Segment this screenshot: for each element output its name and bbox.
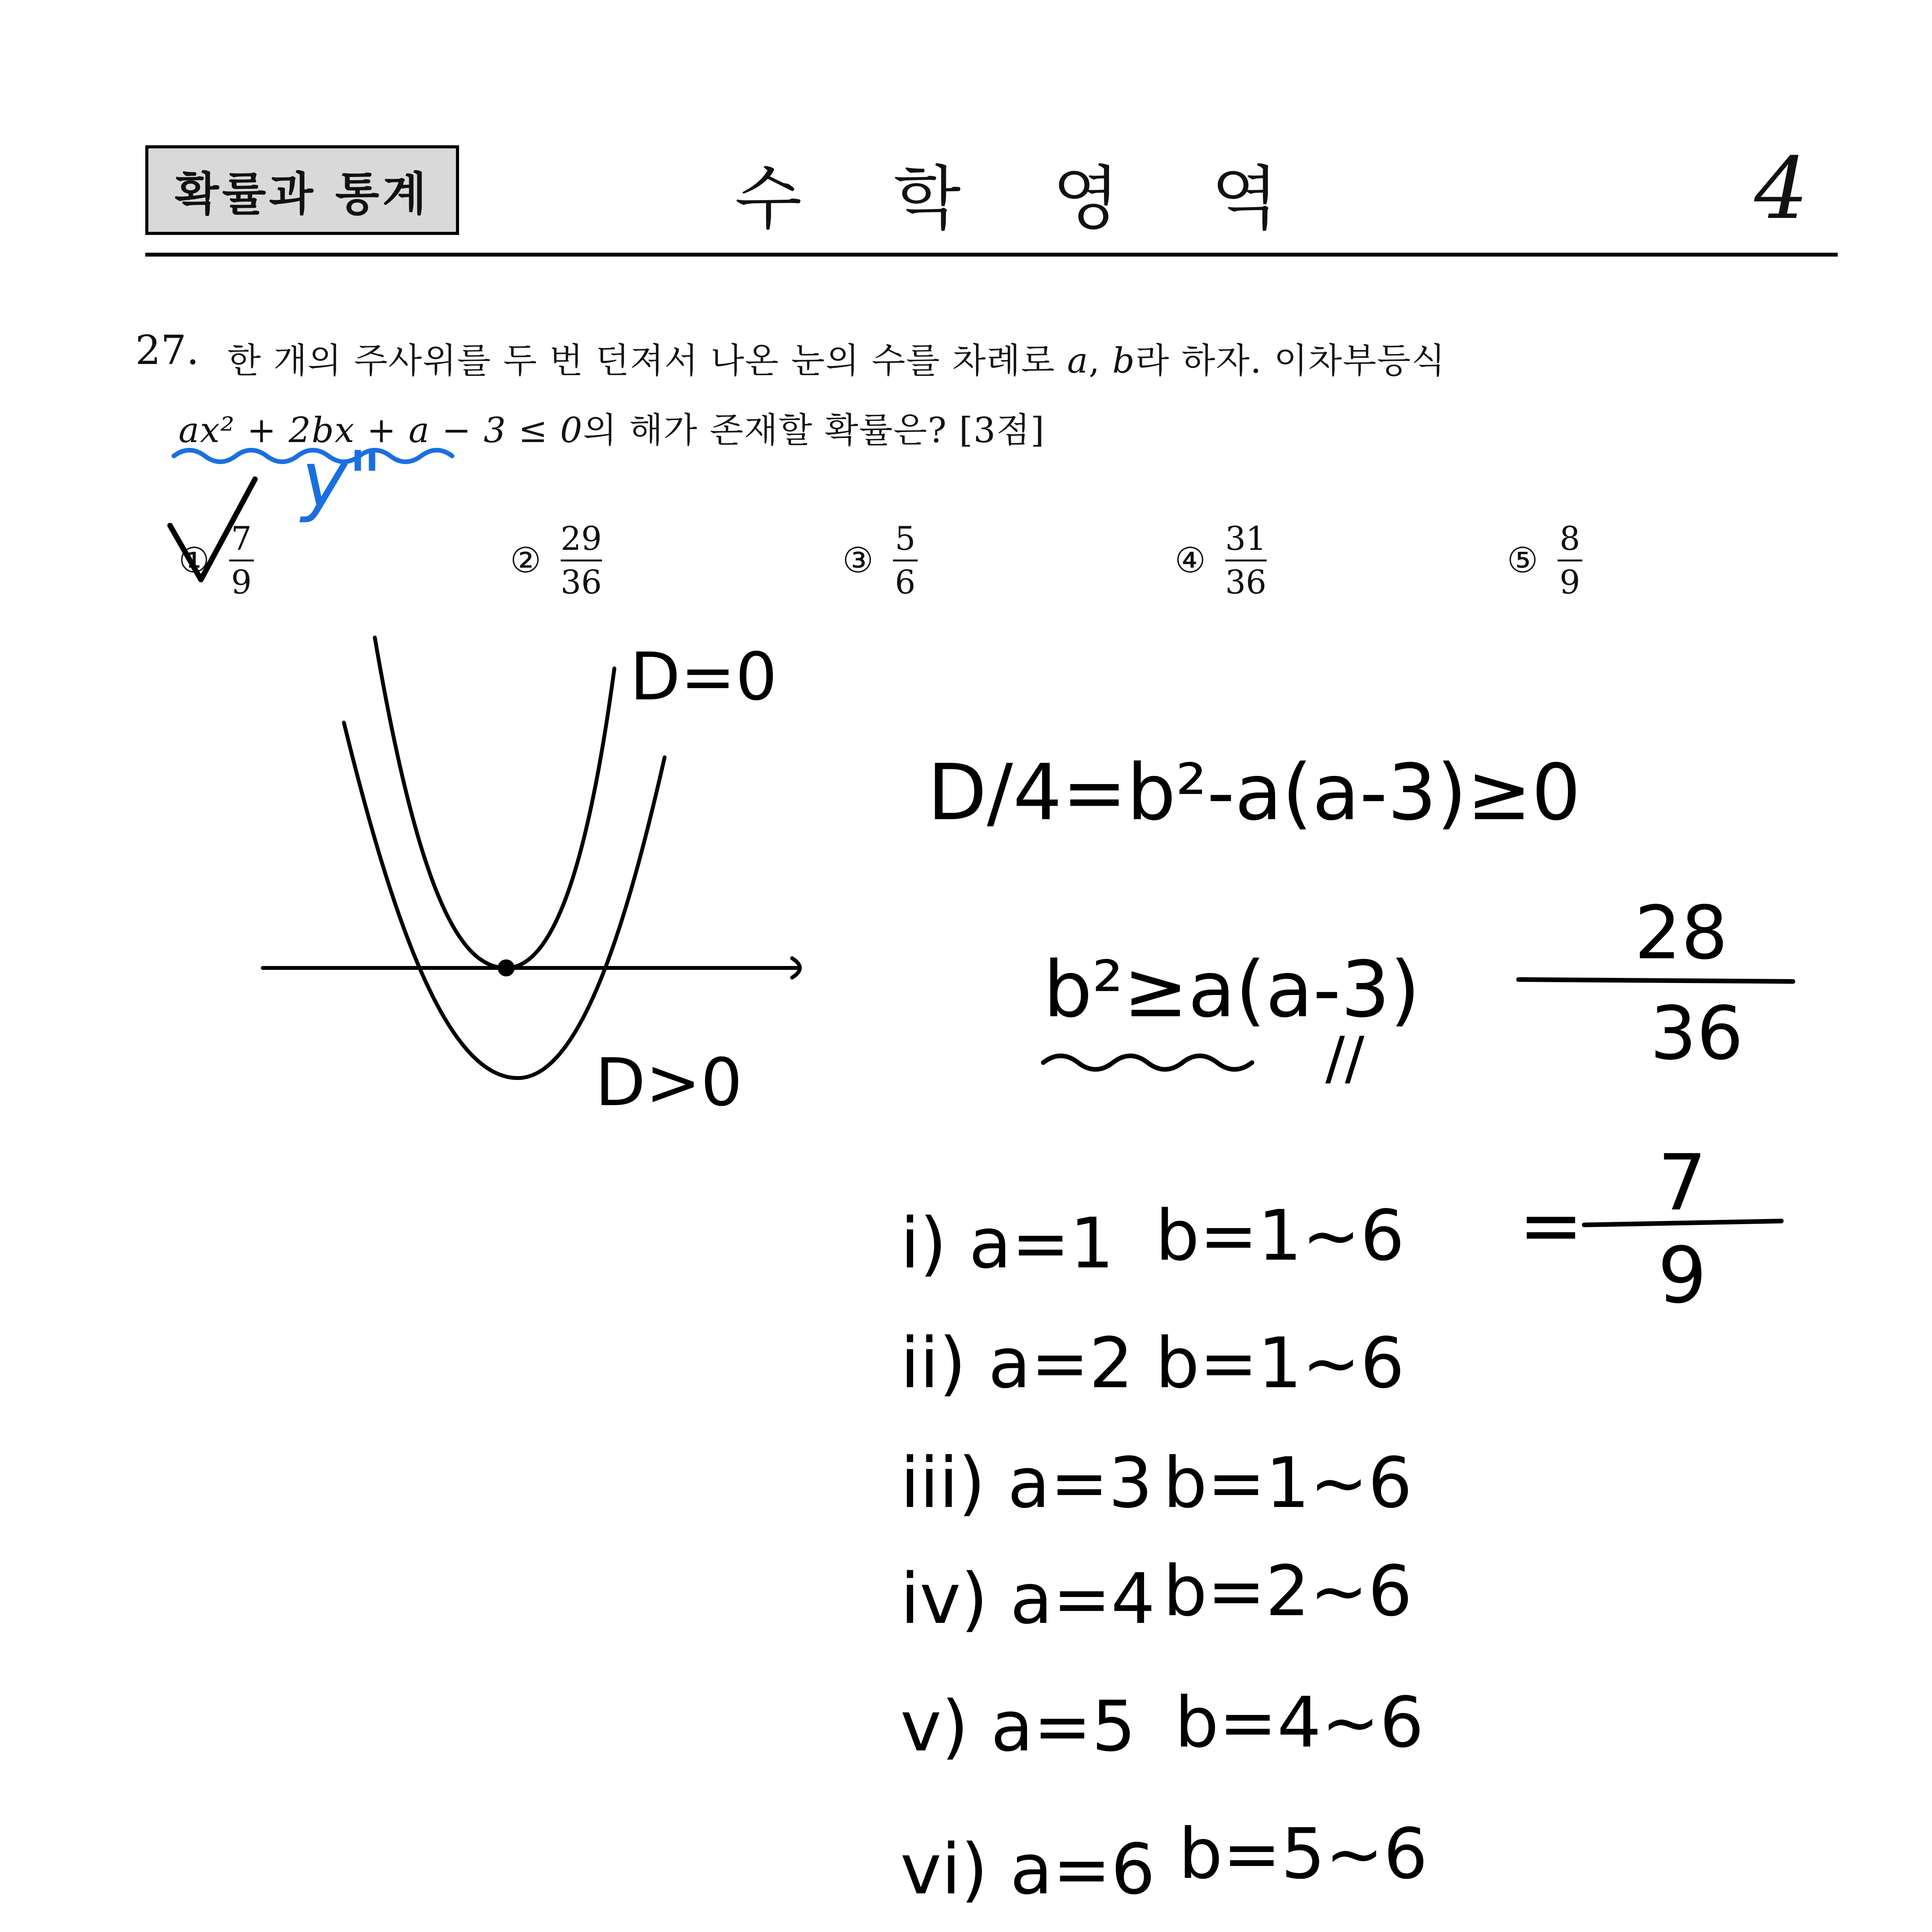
condition-expression: b²≥a(a-3)	[1043, 945, 1420, 1035]
numerator: 7	[231, 520, 252, 558]
choice-mark: ③	[842, 540, 874, 581]
count-denominator: 36	[1650, 991, 1743, 1076]
result-denominator: 9	[1658, 1231, 1707, 1321]
question-text-part: 의 해가 존재할 확률은? [3점]	[583, 410, 1045, 451]
result-equals: =	[1519, 1180, 1583, 1270]
discriminant-expression: D/4=b²-a(a-3)≥0	[927, 748, 1581, 838]
choice-mark: ②	[510, 540, 541, 581]
result-numerator: 7	[1658, 1138, 1707, 1228]
case-range: b=4~6	[1175, 1682, 1424, 1763]
numerator: 5	[895, 520, 916, 558]
condition-wavy-underline	[1043, 1056, 1252, 1070]
blue-note: y"	[301, 435, 383, 525]
tangent-point	[498, 959, 515, 976]
case-label: iv) a=4	[900, 1559, 1155, 1639]
page-number: 4	[1754, 139, 1808, 238]
numerator: 29	[560, 520, 602, 558]
question-number: 27.	[135, 327, 199, 374]
case-label: vi) a=6	[900, 1829, 1155, 1910]
parabola-tangent	[375, 638, 614, 968]
case-label: ii) a=2	[900, 1323, 1134, 1404]
question-text-part: 라 하자. 이차부등식	[1135, 340, 1446, 381]
label-d-equals-zero: D=0	[630, 639, 777, 715]
choice-mark: ④	[1175, 540, 1206, 581]
case-label: v) a=5	[900, 1686, 1136, 1767]
case-range: b=2~6	[1163, 1551, 1412, 1632]
result-fraction-line	[1584, 1221, 1781, 1225]
subject-label: 확률과 통계	[145, 145, 459, 235]
case-label: iii) a=3	[900, 1443, 1153, 1524]
condition-mark: //	[1325, 1025, 1365, 1092]
case-range: b=5~6	[1179, 1814, 1428, 1895]
denominator: 9	[1559, 563, 1580, 602]
count-numerator: 28	[1634, 890, 1728, 976]
denominator: 36	[560, 563, 602, 602]
variable-b: b	[1112, 340, 1136, 381]
numerator: 31	[1225, 520, 1267, 558]
case-range: b=1~6	[1155, 1196, 1405, 1276]
choice-mark: ⑤	[1507, 540, 1538, 581]
inequality-expression: ax² + 2bx + a − 3 ≤ 0	[179, 410, 583, 451]
denominator: 9	[231, 563, 252, 602]
comma: ,	[1088, 340, 1112, 381]
variable-a: a	[1067, 340, 1089, 381]
numerator: 8	[1559, 520, 1580, 558]
denominator: 36	[1225, 563, 1267, 602]
question-text-part: 한 개의 주사위를 두 번 던져서 나온 눈의 수를 차례로	[227, 340, 1067, 381]
parabola-secant	[344, 723, 665, 1078]
choice-mark: ①	[179, 540, 210, 581]
exam-title: 수 학 영 역	[735, 158, 1313, 239]
label-d-greater-zero: D>0	[595, 1044, 743, 1121]
case-range: b=1~6	[1163, 1443, 1412, 1524]
case-range: b=1~6	[1155, 1323, 1405, 1404]
denominator: 6	[895, 563, 916, 602]
case-label: i) a=1	[900, 1203, 1114, 1284]
check-mark-icon	[170, 479, 255, 580]
fraction-line	[1519, 980, 1793, 981]
